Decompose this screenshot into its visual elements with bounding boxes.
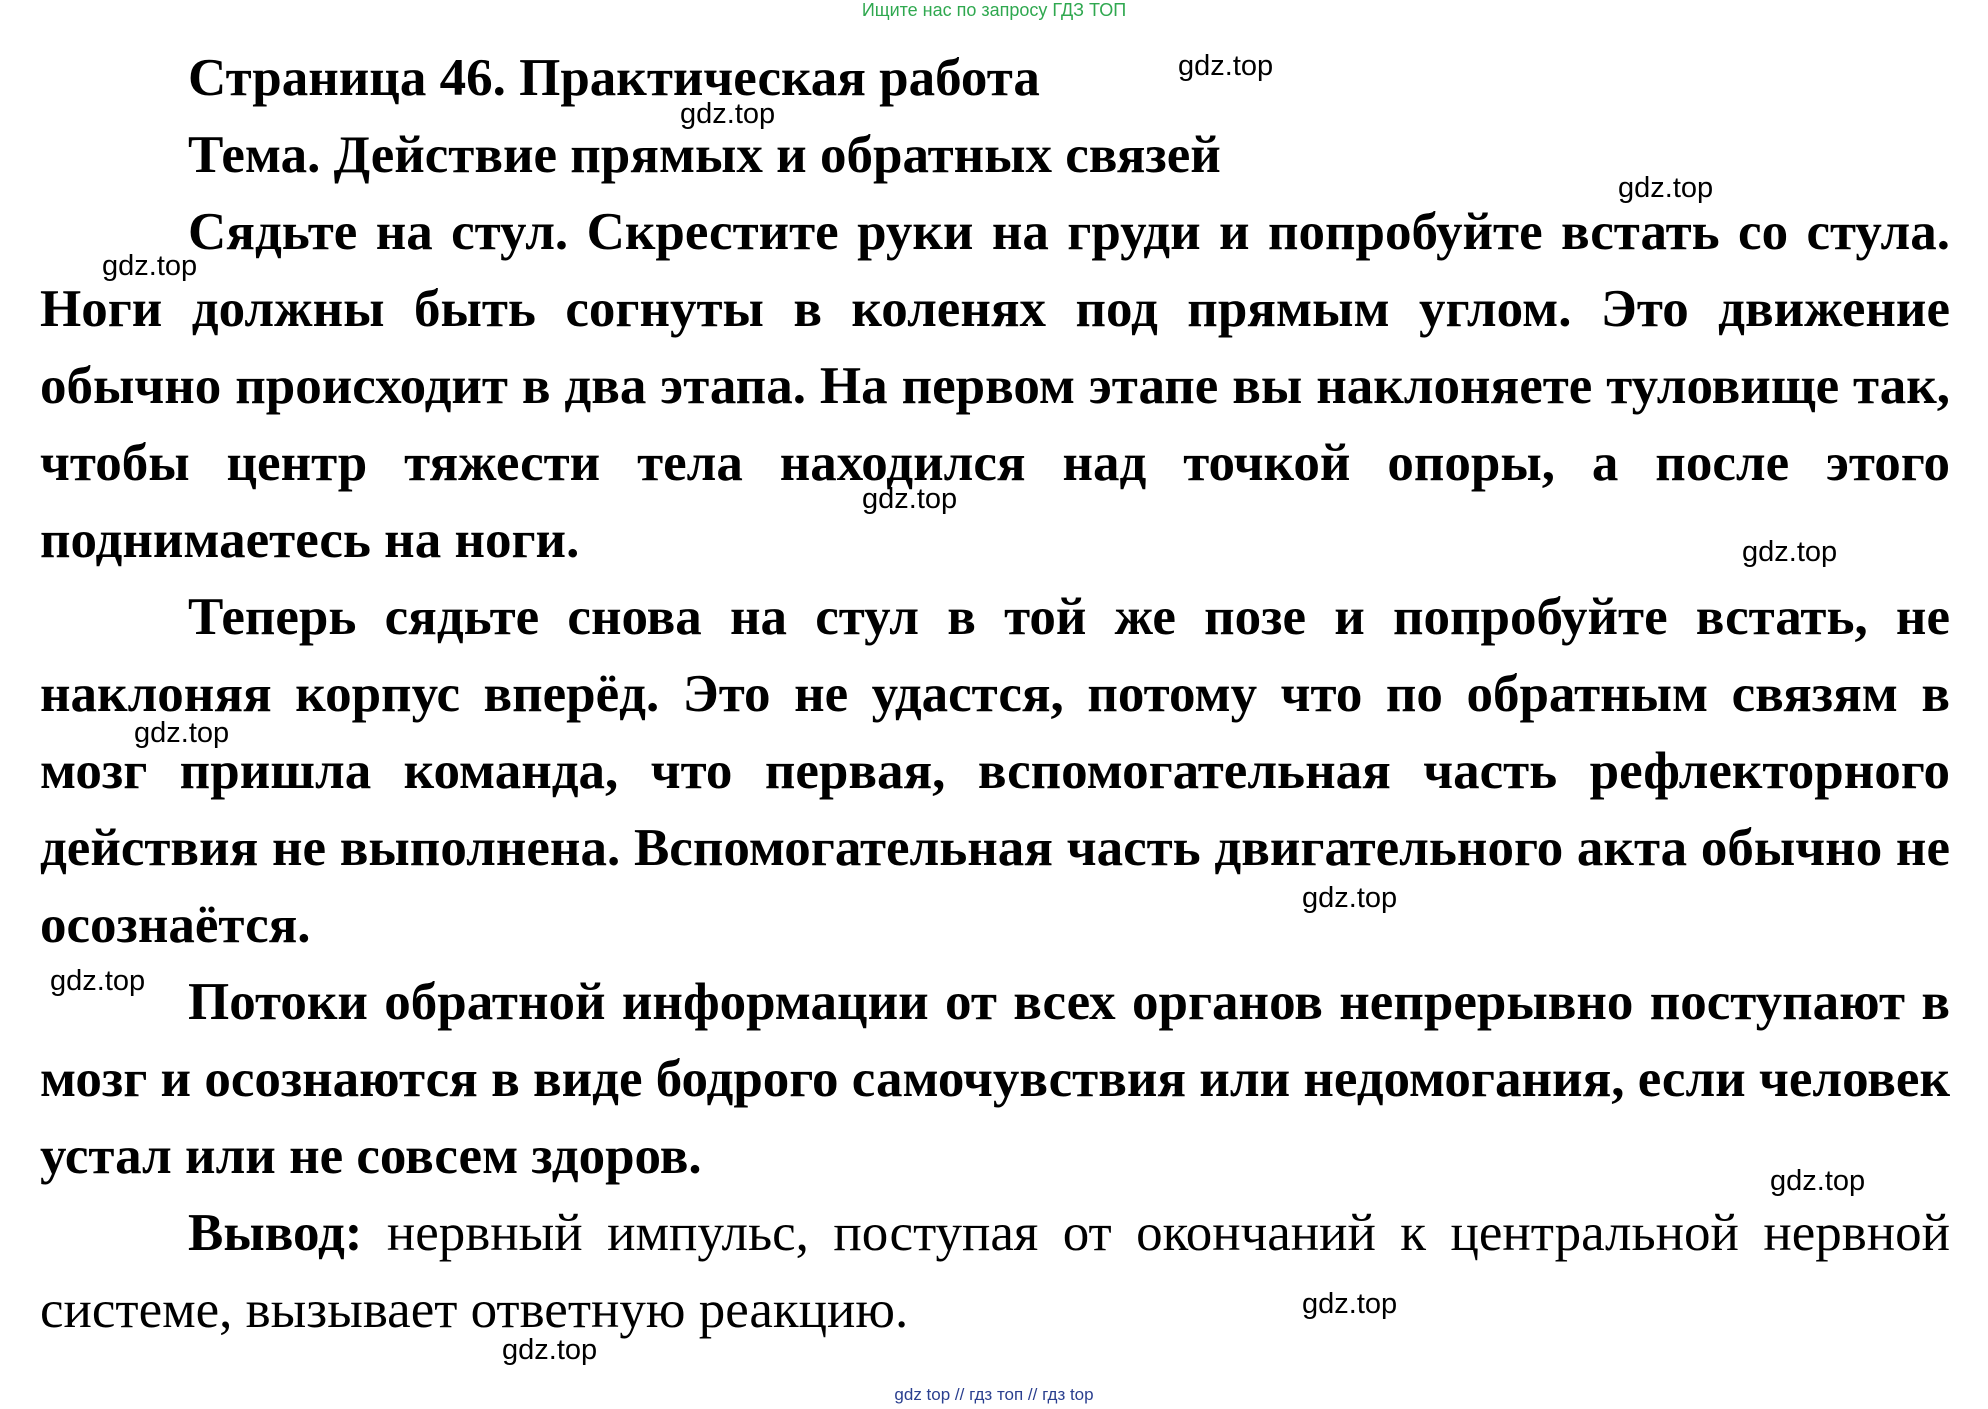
watermark: gdz.top xyxy=(1770,1165,1866,1197)
paragraph-2: Теперь сядьте снова на стул в той же позе и попробуйте встать, не наклоняя корпус вперёд. Это не удастся, потому что по обратным связям в мозг пришла команда, что первая, вспомогательная часть рефлекторного действия не выполнена. Вспомогательная часть двигательного акта обычно не осознаётся. xyxy=(40,588,1950,954)
page-title: Страница 46. Практическая работа xyxy=(188,49,1040,107)
watermark: gdz.top xyxy=(862,483,958,515)
watermark: gdz.top xyxy=(1742,536,1838,568)
conclusion-paragraph xyxy=(40,1195,1950,1349)
watermark: gdz.top xyxy=(680,98,776,130)
topic-heading: Тема. Действие прямых и обратных связей xyxy=(188,126,1221,184)
watermark: gdz.top xyxy=(102,250,198,282)
watermark: gdz.top xyxy=(50,965,146,997)
paragraph-3: Потоки обратной информации от всех органов непрерывно поступают в мозг и осознаются в виде бодрого самочувствия или недомогания, если человек устал или не совсем здоров. xyxy=(40,973,1950,1185)
top-banner[interactable]: Ищите нас по запросу ГДЗ ТОП xyxy=(861,0,1127,20)
bottom-banner[interactable]: gdz top // гдз топ // гдз top xyxy=(894,1385,1094,1404)
watermark: gdz.top xyxy=(1178,50,1274,82)
paragraph-1: Сядьте на стул. Скрестите руки на груди и попробуйте встать со стула. Ноги должны быть согнуты в коленях под прямым углом. Это движение обычно происходит в два этапа. На первом этапе вы наклоняете туловище так, чтобы центр тяжести тела находился над точкой опоры, а после этого поднимаетесь на ноги. xyxy=(40,203,1950,569)
conclusion-text: нервный импульс, поступая от окончаний к центральной нервной системе, вызывает ответную реакцию. xyxy=(40,1204,1950,1339)
conclusion-label: Вывод: xyxy=(188,1204,363,1262)
watermark: gdz.top xyxy=(134,717,230,749)
watermark: gdz.top xyxy=(502,1334,598,1366)
watermark: gdz.top xyxy=(1302,1288,1398,1320)
document-body xyxy=(40,40,1950,1349)
watermark: gdz.top xyxy=(1302,882,1398,914)
watermark: gdz.top xyxy=(1618,172,1714,204)
